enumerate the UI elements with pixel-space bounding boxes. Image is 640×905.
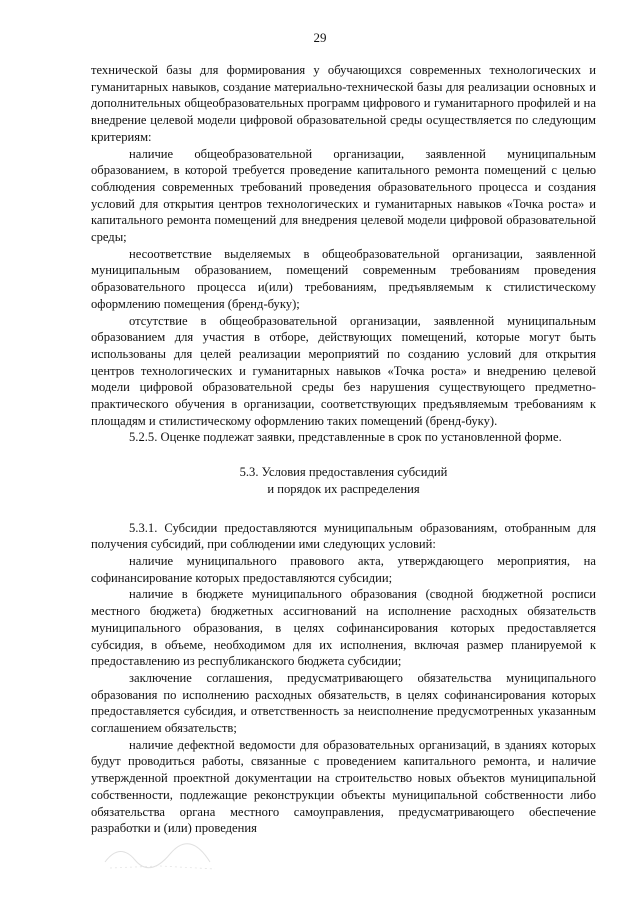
faint-stamp-mark — [100, 832, 220, 872]
paragraph: наличие муниципального правового акта, утверждающего мероприятия, на софинансирование которых предоставляются субсидии; — [91, 553, 596, 585]
section-heading-line2: и порядок их распределения — [267, 481, 420, 496]
paragraph: отсутствие в общеобразовательной организации, заявленной муниципальным образованием для участия в отборе, действующих помещений, которые могут быть использованы для целей реализации мероприятий по созданию условий для открытия центров технологических и гуманитарных навыков «Точка роста» и внедрению целевой модели цифровой образовательной среды без нарушения существующего предметно-практического обучения в организации, соответствующих предъявляемым требованиям к площадям и стилистическому оформлению таких помещений (бренд-буку). — [91, 313, 596, 428]
document-body — [91, 62, 596, 837]
paragraph: 5.2.5. Оценке подлежат заявки, представленные в срок по установленной форме. — [129, 430, 562, 445]
paragraph: 5.3.1. Субсидии предоставляются муниципальным образованиям, отобранным для получения субсидий, при соблюдении ими следующих условий: — [91, 520, 596, 552]
paragraph: наличие общеобразовательной организации, заявленной муниципальным образованием, в которой требуется проведение капитального ремонта помещений с целью соблюдения современных требований проведения образовательного процесса и создания условий для открытия центров технологических и гуманитарных навыков «Точка роста» и капитального ремонта помещений для внедрения целевой модели цифровой образовательной среды; — [91, 146, 596, 245]
paragraph: технической базы для формирования у обучающихся современных технологических и гуманитарных навыков, создание материально-технической базы для реализации основных и дополнительных общеобразовательных программ цифрового и гуманитарного профилей и на внедрение целевой модели цифровой образовательной среды осуществляется по следующим критериям: — [91, 63, 596, 144]
page-number: 29 — [313, 30, 327, 45]
paragraph: наличие дефектной ведомости для образовательных организаций, в зданиях которых будут проводиться работы, связанные с проведением капитального ремонта, и наличие утвержденной проектной документации на строительство новых объектов муниципальной собственности, подлежащие реконструкции объекты муниципальной собственности либо обязательства органа местного самоуправления, предусматривающего обеспечение разработки и (или) проведения — [91, 737, 596, 836]
paragraph: наличие в бюджете муниципального образования (сводной бюджетной росписи местного бюджета) бюджетных ассигнований на исполнение расходных обязательств муниципального образования, в целях софинансирования которых предоставляется субсидия, в объеме, необходимом для их исполнения, включая размер планируемой к предоставлению из республиканского бюджета субсидии; — [91, 587, 596, 669]
section-heading-line1: 5.3. Условия предоставления субсидий — [239, 465, 448, 480]
paragraph: заключение соглашения, предусматривающего обязательства муниципального образования по исполнению расходных обязательств, в целях софинансирования которых предоставляется субсидия, и ответственность за неисполнение предусмотренных указанным соглашением обязательств; — [91, 670, 596, 736]
paragraph: несоответствие выделяемых в общеобразовательной организации, заявленной муниципальным образованием, помещений современным требованиям проведения образовательного процесса и(или) требованиям, предъявляемым к стилистическому оформлению помещения (бренд-буку); — [91, 246, 596, 311]
top-paragraphs — [91, 62, 596, 446]
bottom-paragraphs — [91, 520, 596, 837]
section-heading — [91, 464, 596, 497]
